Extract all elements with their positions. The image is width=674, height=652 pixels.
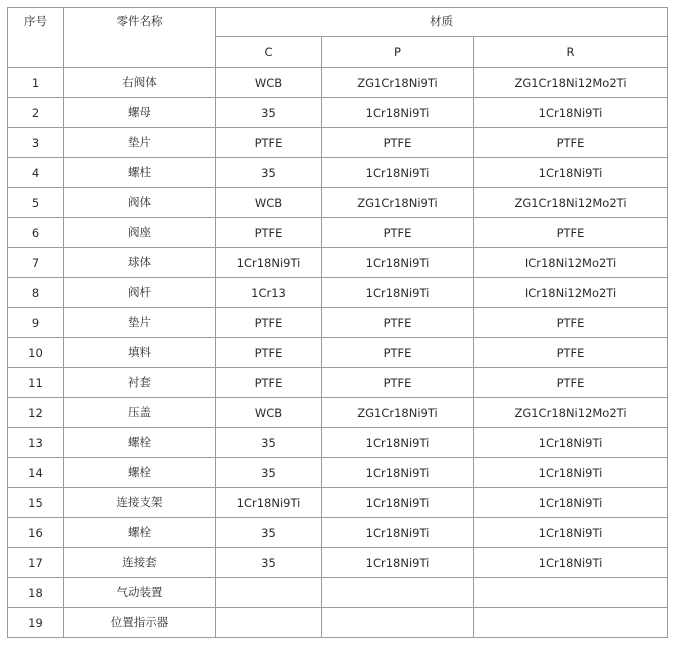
header-material: 材质 (216, 8, 668, 37)
cell-no: 6 (8, 218, 64, 248)
cell-material-r: 1Cr18Ni9Ti (474, 518, 668, 548)
cell-material-r: PTFE (474, 368, 668, 398)
header-row-top (8, 8, 668, 37)
cell-material-p: 1Cr18Ni9Ti (322, 518, 474, 548)
table-row (8, 248, 668, 278)
cell-part-name: 位置指示器 (64, 608, 216, 638)
cell-material-c: WCB (216, 68, 322, 98)
table-row (8, 308, 668, 338)
cell-material-c: 1Cr18Ni9Ti (216, 488, 322, 518)
cell-part-name: 右阀体 (64, 68, 216, 98)
table-row (8, 608, 668, 638)
cell-part-name: 阀座 (64, 218, 216, 248)
table-row (8, 368, 668, 398)
cell-material-c: 35 (216, 98, 322, 128)
cell-material-r: ICr18Ni12Mo2Ti (474, 278, 668, 308)
materials-sheet (7, 7, 667, 638)
cell-material-p: PTFE (322, 368, 474, 398)
cell-material-c: PTFE (216, 368, 322, 398)
cell-material-c: 1Cr18Ni9Ti (216, 248, 322, 278)
cell-no: 1 (8, 68, 64, 98)
cell-material-r: 1Cr18Ni9Ti (474, 458, 668, 488)
header-material-r: R (474, 37, 668, 68)
cell-part-name: 垫片 (64, 308, 216, 338)
cell-material-p: ZG1Cr18Ni9Ti (322, 398, 474, 428)
cell-material-r (474, 608, 668, 638)
cell-material-p: PTFE (322, 308, 474, 338)
cell-material-p: ZG1Cr18Ni9Ti (322, 188, 474, 218)
table-header (8, 8, 668, 68)
cell-part-name: 螺母 (64, 98, 216, 128)
cell-material-c: PTFE (216, 308, 322, 338)
cell-material-p: PTFE (322, 218, 474, 248)
cell-material-r: PTFE (474, 338, 668, 368)
cell-material-c: 35 (216, 518, 322, 548)
cell-no: 17 (8, 548, 64, 578)
cell-material-p: PTFE (322, 338, 474, 368)
cell-material-c (216, 578, 322, 608)
header-material-c: C (216, 37, 322, 68)
cell-part-name: 压盖 (64, 398, 216, 428)
table-row (8, 488, 668, 518)
table-row (8, 458, 668, 488)
table-row (8, 548, 668, 578)
cell-no: 9 (8, 308, 64, 338)
header-part-name: 零件名称 (64, 8, 216, 68)
cell-material-r: 1Cr18Ni9Ti (474, 428, 668, 458)
cell-material-c: PTFE (216, 218, 322, 248)
table-row (8, 428, 668, 458)
cell-material-p: 1Cr18Ni9Ti (322, 458, 474, 488)
cell-no: 19 (8, 608, 64, 638)
cell-no: 13 (8, 428, 64, 458)
cell-material-p: 1Cr18Ni9Ti (322, 158, 474, 188)
cell-material-r: ZG1Cr18Ni12Mo2Ti (474, 188, 668, 218)
cell-no: 8 (8, 278, 64, 308)
cell-material-p (322, 608, 474, 638)
cell-material-r: ICr18Ni12Mo2Ti (474, 248, 668, 278)
table-row (8, 278, 668, 308)
cell-material-c (216, 608, 322, 638)
cell-material-p: 1Cr18Ni9Ti (322, 278, 474, 308)
header-material-p: P (322, 37, 474, 68)
cell-material-c: 35 (216, 428, 322, 458)
cell-no: 7 (8, 248, 64, 278)
cell-part-name: 螺栓 (64, 428, 216, 458)
cell-no: 18 (8, 578, 64, 608)
header-no: 序号 (8, 8, 64, 68)
cell-part-name: 垫片 (64, 128, 216, 158)
cell-material-r: PTFE (474, 218, 668, 248)
cell-material-p: 1Cr18Ni9Ti (322, 488, 474, 518)
cell-no: 11 (8, 368, 64, 398)
cell-no: 10 (8, 338, 64, 368)
table-body (8, 68, 668, 638)
cell-material-r (474, 578, 668, 608)
cell-material-c: 1Cr13 (216, 278, 322, 308)
table-row (8, 68, 668, 98)
cell-material-c: 35 (216, 548, 322, 578)
table-row (8, 128, 668, 158)
cell-part-name: 螺柱 (64, 158, 216, 188)
table-row (8, 518, 668, 548)
cell-material-p: 1Cr18Ni9Ti (322, 98, 474, 128)
cell-part-name: 螺栓 (64, 518, 216, 548)
cell-material-r: PTFE (474, 128, 668, 158)
cell-no: 12 (8, 398, 64, 428)
cell-part-name: 填料 (64, 338, 216, 368)
cell-material-r: 1Cr18Ni9Ti (474, 488, 668, 518)
cell-material-r: ZG1Cr18Ni12Mo2Ti (474, 398, 668, 428)
cell-no: 15 (8, 488, 64, 518)
cell-material-p: 1Cr18Ni9Ti (322, 548, 474, 578)
table-row (8, 338, 668, 368)
cell-material-r: ZG1Cr18Ni12Mo2Ti (474, 68, 668, 98)
materials-table (7, 7, 668, 638)
cell-material-p: 1Cr18Ni9Ti (322, 248, 474, 278)
cell-material-c: 35 (216, 158, 322, 188)
cell-material-p: ZG1Cr18Ni9Ti (322, 68, 474, 98)
cell-material-p: PTFE (322, 128, 474, 158)
table-row (8, 398, 668, 428)
cell-part-name: 衬套 (64, 368, 216, 398)
cell-material-p (322, 578, 474, 608)
cell-material-c: WCB (216, 398, 322, 428)
cell-material-r: 1Cr18Ni9Ti (474, 158, 668, 188)
cell-no: 3 (8, 128, 64, 158)
cell-no: 16 (8, 518, 64, 548)
table-row (8, 218, 668, 248)
cell-part-name: 连接支架 (64, 488, 216, 518)
cell-part-name: 阀体 (64, 188, 216, 218)
cell-part-name: 球体 (64, 248, 216, 278)
cell-material-c: PTFE (216, 128, 322, 158)
cell-part-name: 阀杆 (64, 278, 216, 308)
cell-part-name: 气动装置 (64, 578, 216, 608)
cell-no: 4 (8, 158, 64, 188)
cell-no: 14 (8, 458, 64, 488)
table-row (8, 578, 668, 608)
cell-material-r: PTFE (474, 308, 668, 338)
table-row (8, 158, 668, 188)
table-row (8, 98, 668, 128)
cell-material-c: 35 (216, 458, 322, 488)
cell-no: 2 (8, 98, 64, 128)
cell-part-name: 螺栓 (64, 458, 216, 488)
cell-material-r: 1Cr18Ni9Ti (474, 548, 668, 578)
cell-material-c: WCB (216, 188, 322, 218)
cell-material-c: PTFE (216, 338, 322, 368)
cell-no: 5 (8, 188, 64, 218)
table-row (8, 188, 668, 218)
cell-material-r: 1Cr18Ni9Ti (474, 98, 668, 128)
cell-material-p: 1Cr18Ni9Ti (322, 428, 474, 458)
cell-part-name: 连接套 (64, 548, 216, 578)
